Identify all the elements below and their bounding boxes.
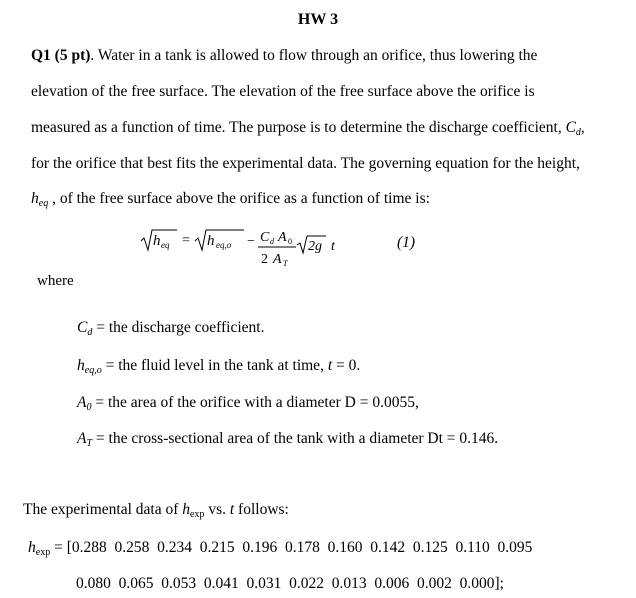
- hexp-subscript: exp: [35, 547, 51, 558]
- q1-line-2: elevation of the free surface. The elevation of the free surface above the orifice is: [31, 83, 535, 100]
- at-def-subscript: T: [86, 438, 93, 449]
- page-title: HW 3: [297, 11, 339, 28]
- cd-def-text: = the discharge coefficient.: [92, 319, 265, 336]
- hexp-data-line-1: [28, 539, 532, 557]
- heqo-def-t: t: [327, 357, 333, 374]
- definition-heqo: [77, 357, 360, 375]
- rhs-h: h: [207, 233, 215, 249]
- fraction-num-c: C: [260, 230, 270, 245]
- q1-line-3-text: measured as a function of time. The purpose is to determine the discharge coefficient,: [31, 119, 566, 136]
- q1-line-1: [31, 47, 537, 65]
- a0-def-subscript: 0: [86, 402, 92, 413]
- q1-line-3-end: ,: [580, 119, 585, 136]
- heqo-def-end: = 0.: [332, 357, 361, 374]
- q1-line-1-text: . Water in a tank is allowed to flow through an orifice, thus lowering the: [90, 47, 538, 64]
- lhs-subscript: eq: [161, 240, 170, 250]
- definition-a0: [77, 394, 419, 412]
- hexp-data-line-2: 0.080 0.065 0.053 0.041 0.031 0.022 0.013 0.006 0.002 0.000];: [76, 575, 504, 592]
- data-intro: [23, 501, 289, 519]
- at-def-text: = the cross-sectional area of the tank with a diameter Dt = 0.146.: [92, 430, 499, 447]
- cd-def-symbol: C: [77, 319, 88, 336]
- time-variable: t: [331, 239, 335, 254]
- question-label: Q1 (5 pt): [31, 47, 91, 64]
- heqo-def-text: = the fluid level in the tank at time,: [101, 357, 328, 374]
- definition-cd: [77, 319, 265, 337]
- definition-at: [77, 430, 498, 448]
- cd-subscript: d: [575, 127, 581, 138]
- governing-equation: [140, 226, 440, 272]
- data-intro-t: t: [229, 501, 235, 518]
- data-intro-text-c: follows:: [234, 501, 289, 518]
- heq-subscript: eq: [38, 198, 49, 209]
- equation-number: (1): [397, 234, 416, 251]
- fraction-num-a: A: [278, 230, 287, 245]
- cd-def-subscript: d: [87, 327, 93, 338]
- rhs-subscript: eq,o: [216, 240, 232, 250]
- cd-symbol: C: [565, 119, 576, 136]
- lhs-h: h: [153, 233, 161, 249]
- heq-symbol: h: [31, 190, 39, 207]
- q1-line-5: [31, 190, 430, 208]
- heqo-def-subscript: eq,o: [84, 365, 102, 376]
- a0-def-text: = the area of the orifice with a diameter D = 0.0055,: [91, 394, 419, 411]
- hexp-symbol: h: [28, 539, 36, 556]
- equals-sign: =: [182, 233, 190, 248]
- minus-sign: −: [247, 234, 255, 249]
- hexp-intro-symbol: h: [182, 501, 190, 518]
- at-def-symbol: A: [77, 430, 87, 447]
- heqo-def-symbol: h: [77, 357, 85, 374]
- fraction-num-a-sub: 0: [288, 237, 292, 246]
- root-2g: 2g: [308, 239, 322, 254]
- data-intro-text-b: vs.: [204, 501, 230, 518]
- hexp-intro-subscript: exp: [189, 509, 205, 520]
- data-intro-text-a: The experimental data of: [23, 501, 183, 518]
- where-label: where: [37, 273, 74, 289]
- fraction-den-a-sub: T: [283, 259, 288, 268]
- a0-def-symbol: A: [77, 394, 87, 411]
- hexp-values-1: = [0.288 0.258 0.234 0.215 0.196 0.178 0.160 0.142 0.125 0.110 0.095: [50, 539, 533, 556]
- fraction-num-c-sub: d: [270, 237, 274, 246]
- q1-line-5-text: , of the free surface above the orifice as a function of time is:: [48, 190, 430, 207]
- fraction-den-two: 2: [261, 252, 268, 267]
- fraction-den-a: A: [273, 252, 282, 267]
- q1-line-4: for the orifice that best fits the experimental data. The governing equation for the height,: [31, 155, 580, 172]
- q1-line-3: [31, 119, 585, 137]
